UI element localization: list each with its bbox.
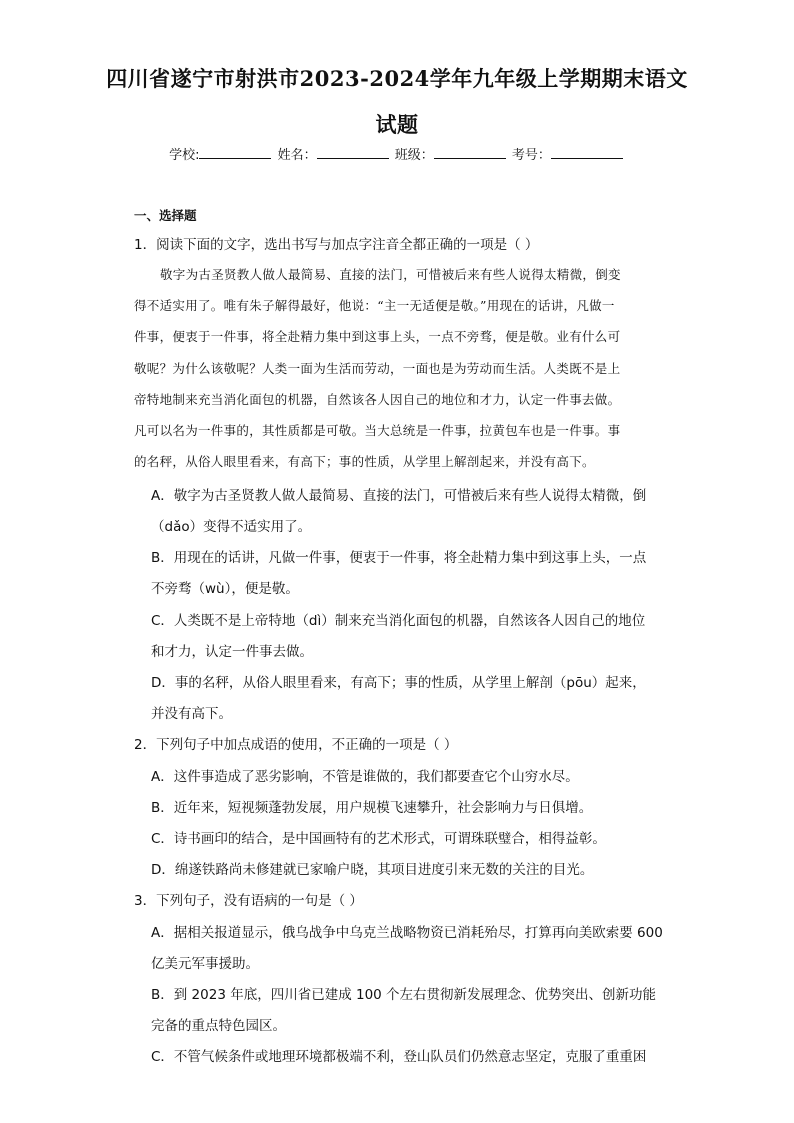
q3-option-c: C．不管气候条件或地理环境都极端不利，登山队员们仍然意志坚定，克服了重重困	[151, 1049, 647, 1065]
name-label: 姓名：	[277, 148, 317, 163]
exam-title-line1: 四川省遂宁市射洪市2023-2024学年九年级上学期期末语文	[106, 66, 688, 91]
q1-passage-line: 凡可以名为一件事的，其性质都是可敬。当大总统是一件事，拉黄包车也是一件事。事	[134, 423, 621, 438]
q3-option-a: A．据相关报道显示，俄乌战争中乌克兰战略物资已消耗殆尽，打算再向美欧索要 600	[151, 925, 663, 941]
q1-option-d-cont: 并没有高下。	[151, 706, 232, 722]
exam-no-blank[interactable]	[551, 146, 623, 159]
name-blank[interactable]	[317, 146, 389, 159]
question-3-stem: 3．下列句子，没有语病的一句是（ ）	[134, 893, 363, 909]
q1-passage-line: 敬字为古圣贤教人做人最简易、直接的法门，可惜被后来有些人说得太精微，倒变	[160, 267, 621, 282]
exam-no-label: 考号：	[511, 148, 551, 163]
q1-option-c: C．人类既不是上帝特地（dì）制来充当消化面包的机器，自然该各人因自己的地位	[151, 613, 646, 629]
question-2-stem: 2．下列句子中加点成语的使用，不正确的一项是（ ）	[134, 737, 458, 753]
q2-option-c: C．诗书画印的结合，是中国画特有的艺术形式，可谓珠联璧合，相得益彰。	[151, 831, 606, 847]
q1-passage-line: 敬呢？为什么该敬呢？人类一面为生活而劳动，一面也是为劳动而生活。人类既不是上	[134, 361, 621, 376]
q1-option-c-cont: 和才力，认定一件事去做。	[151, 644, 313, 660]
q3-option-b: B．到 2023 年底，四川省已建成 100 个左右贯彻新发展理念、优势突出、创新功能	[151, 987, 657, 1003]
q3-option-a-cont: 亿美元军事援助。	[151, 956, 259, 972]
school-blank[interactable]	[199, 146, 271, 159]
q1-passage-line: 帝特地制来充当消化面包的机器，自然该各人因自己的地位和才力，认定一件事去做。	[134, 392, 621, 407]
q1-passage-line: 的名秤，从俗人眼里看来，有高下；事的性质，从学里上解剖起来，并没有高下。	[134, 454, 595, 469]
q1-option-b: B．用现在的话讲，凡做一件事，便衷于一件事，将全赴精力集中到这事上头，一点	[151, 550, 647, 566]
q1-option-a-cont: （dǎo）变得不适实用了。	[151, 519, 312, 535]
class-blank[interactable]	[434, 146, 506, 159]
q1-passage-line: 得不适实用了。唯有朱子解得最好，他说：“主一无适便是敬。”用现在的话讲，凡做一	[134, 298, 615, 313]
q1-option-d: D．事的名秤，从俗人眼里看来，有高下；事的性质，从学里上解剖（pōu）起来，	[151, 675, 646, 691]
school-label: 学校:	[169, 148, 200, 163]
student-info-row	[0, 144, 794, 163]
q2-option-a: A．这件事造成了恶劣影响，不管是谁做的，我们都要查它个山穷水尽。	[151, 769, 579, 785]
section-title: 一、选择题	[134, 208, 197, 223]
q2-option-d: D．绵遂铁路尚未修建就已家喻户晓，其项目进度引来无数的关注的目光。	[151, 862, 594, 878]
q1-passage-line: 件事，便衷于一件事，将全赴精力集中到这事上头，一点不旁骛，便是敬。业有什么可	[134, 329, 621, 344]
class-label: 班级：	[394, 148, 434, 163]
q1-option-b-cont: 不旁骛（wù），便是敬。	[151, 581, 299, 597]
q1-option-a: A．敬字为古圣贤教人做人最简易、直接的法门，可惜被后来有些人说得太精微，倒	[151, 488, 647, 504]
q3-option-b-cont: 完备的重点特色园区。	[151, 1018, 286, 1034]
q2-option-b: B．近年来，短视频蓬勃发展，用户规模飞速攀升，社会影响力与日俱增。	[151, 800, 593, 816]
exam-title-line2: 试题	[375, 112, 419, 137]
question-1-stem: 1．阅读下面的文字，选出书写与加点字注音全都正确的一项是（ ）	[134, 237, 539, 253]
